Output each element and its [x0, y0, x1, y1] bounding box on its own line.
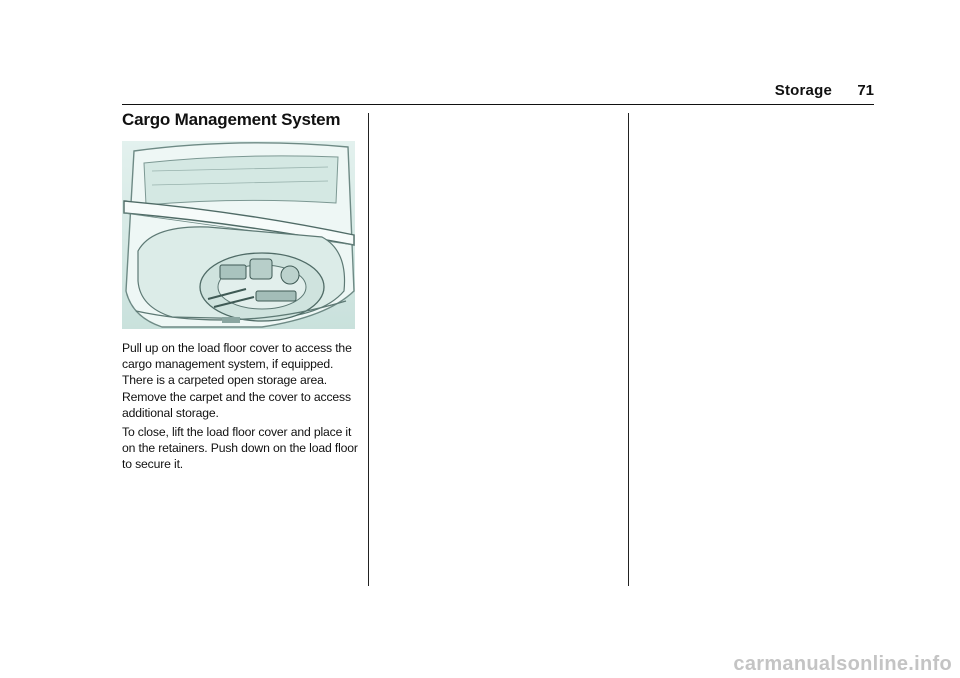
- page-header: [122, 82, 874, 105]
- section-title: Cargo Management System: [122, 110, 341, 129]
- cargo-area-illustration: [122, 141, 355, 329]
- column-divider-right: [628, 113, 629, 586]
- paragraph-close: To close, lift the load floor cover and place it on the retainers. Push down on the load floor to secure it.: [122, 425, 358, 472]
- header-section-title: Storage: [774, 82, 832, 99]
- column-divider-left: [368, 113, 369, 586]
- page-number: 71: [857, 82, 874, 99]
- watermark: carmanualsonline.info: [733, 653, 952, 675]
- paragraph-access: Pull up on the load floor cover to access the cargo management system, if equipped. There is a carpeted open storage area. Remove the carpet and the cover to access additional storage.: [122, 341, 352, 420]
